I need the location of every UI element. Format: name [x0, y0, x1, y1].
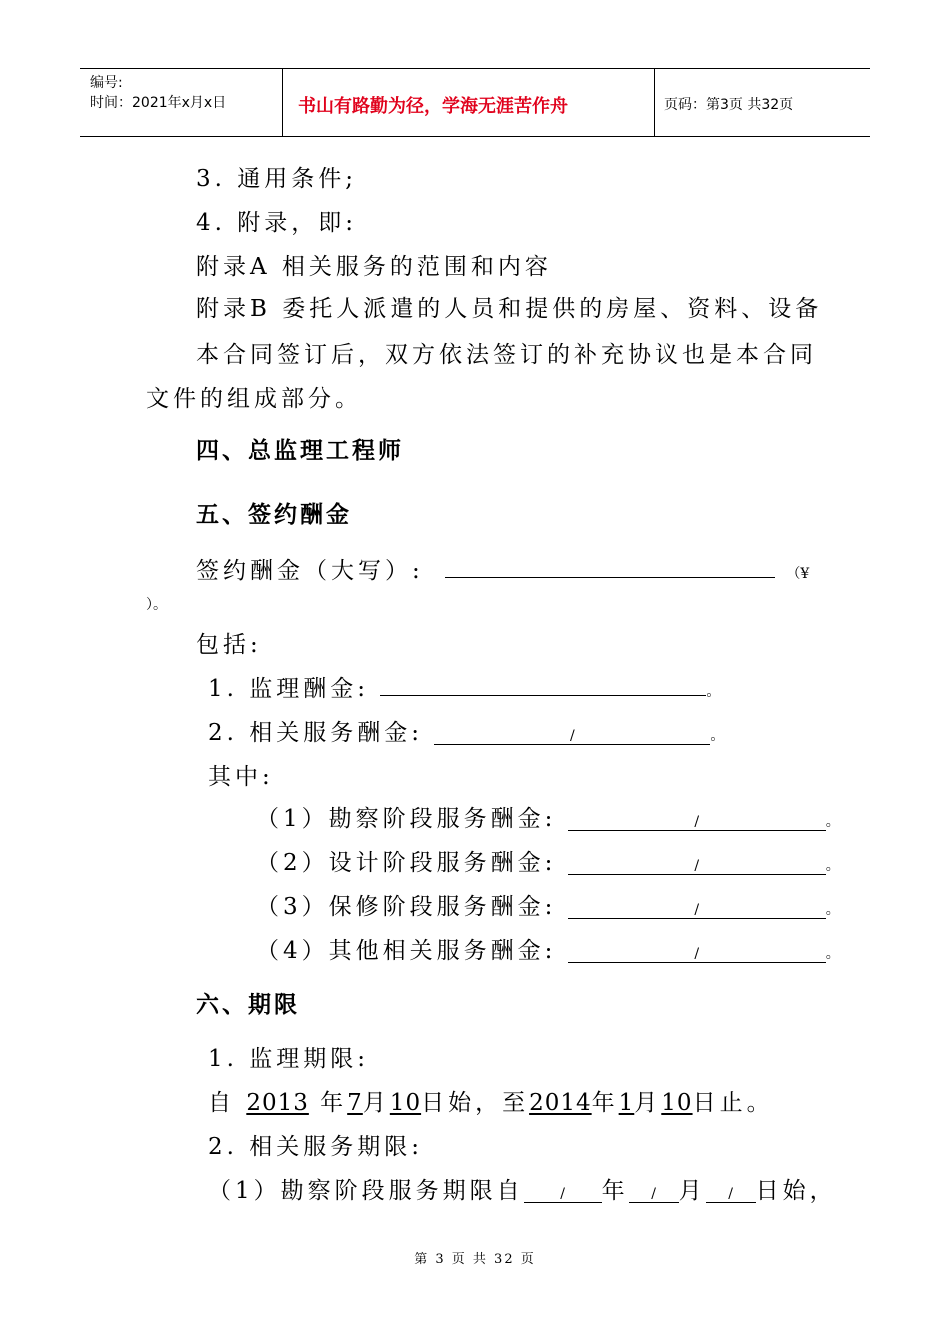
sub-fee-3-slash: / — [694, 902, 700, 918]
fee-total-label: 签约酬金（大写）: — [196, 558, 424, 584]
sub-fee-3-row — [256, 888, 840, 921]
sub-fee-4-period: 。 — [825, 946, 840, 962]
sub-fee-4-label: （4）其他相关服务酬金: — [256, 938, 557, 964]
time-label: 时间：2021年x月x日 — [90, 95, 227, 111]
header-page-info: 页码：第3页 共32页 — [664, 97, 794, 113]
includes-label: 包括: — [196, 632, 262, 658]
header-divider-left — [282, 68, 283, 136]
sub-fee-1-label: （1）勘察阶段服务酬金: — [256, 806, 557, 832]
sub-fee-1-row — [256, 800, 840, 833]
appendix-b: 附录B 委托人派遣的人员和提供的房屋、资料、设备 — [196, 296, 823, 322]
sub-fee-2-slash: / — [694, 858, 700, 874]
header-motto: 书山有路勤为径，学海无涯苦作舟 — [298, 96, 568, 117]
supplement-line-2: 文件的组成部分。 — [146, 386, 362, 412]
survey-year-blank — [524, 1178, 602, 1203]
fee-yen-open: （¥ — [786, 566, 810, 582]
survey-day-slash: / — [728, 1186, 733, 1202]
start-month-unit: 月 — [362, 1090, 390, 1116]
end-month: 1 — [618, 1090, 635, 1116]
heading-chief-engineer: 四、总监理工程师 — [196, 438, 404, 464]
sub-fee-4-row — [256, 932, 840, 965]
end-year: 2014 — [529, 1090, 592, 1116]
sub-fee-1-period: 。 — [825, 814, 840, 830]
term-from: 自 — [208, 1090, 235, 1116]
fee-2-slash: / — [569, 728, 575, 744]
start-day-text: 日始，至 — [421, 1090, 530, 1116]
fee-1-period: 。 — [706, 684, 721, 700]
fee-1-row — [208, 670, 720, 703]
survey-month-slash: / — [651, 1186, 656, 1202]
fee-total-row — [196, 552, 809, 585]
sub-fee-2-period: 。 — [825, 858, 840, 874]
fee-2-period: 。 — [710, 728, 725, 744]
fee-2-label: 2. 相关服务酬金: — [208, 720, 424, 746]
serial-label: 编号: — [90, 75, 123, 91]
header-top-rule — [80, 68, 870, 69]
start-year: 2013 — [246, 1090, 309, 1116]
sub-fee-2-label: （2）设计阶段服务酬金: — [256, 850, 557, 876]
sub-fee-4-blank — [568, 938, 826, 963]
fee-2-blank — [434, 720, 710, 745]
supervision-term-row — [208, 1084, 774, 1117]
survey-day-blank — [706, 1178, 756, 1203]
sub-fee-1-slash: / — [694, 814, 700, 830]
among-label: 其中: — [208, 764, 274, 790]
fee-yen-close: ）。 — [146, 597, 167, 613]
end-day: 10 — [661, 1090, 693, 1116]
survey-year-slash: / — [560, 1186, 565, 1202]
start-year-unit: 年 — [320, 1090, 348, 1116]
sub-fee-4-slash: / — [694, 946, 700, 962]
appendix-a: 附录A 相关服务的范围和内容 — [196, 254, 552, 280]
item-4: 4. 附录，即: — [196, 210, 358, 236]
survey-month-blank — [629, 1178, 679, 1203]
sub-fee-3-label: （3）保修阶段服务酬金: — [256, 894, 557, 920]
sub-fee-3-period: 。 — [825, 902, 840, 918]
survey-year-unit: 年 — [601, 1178, 629, 1204]
sub-fee-3-blank — [568, 894, 826, 919]
survey-day-text: 日始， — [755, 1178, 837, 1204]
header-bottom-rule — [80, 136, 870, 137]
start-month: 7 — [347, 1090, 363, 1116]
item-3: 3. 通用条件; — [196, 166, 358, 192]
heading-term: 六、期限 — [196, 992, 300, 1018]
survey-month-unit: 月 — [678, 1178, 706, 1204]
term-2-label: 2. 相关服务期限: — [208, 1134, 424, 1160]
survey-term-label: （1）勘察阶段服务期限自 — [208, 1178, 524, 1204]
fee-1-label: 1. 监理酬金: — [208, 676, 370, 702]
supplement-line-1: 本合同签订后，双方依法签订的补充协议也是本合同 — [196, 342, 817, 368]
term-1-label: 1. 监理期限: — [208, 1046, 370, 1072]
end-day-text: 日止。 — [692, 1090, 774, 1116]
fee-1-blank — [380, 671, 706, 696]
start-day: 10 — [389, 1090, 422, 1116]
sub-fee-2-row — [256, 844, 840, 877]
end-month-unit: 月 — [634, 1090, 662, 1116]
page-footer: 第 3 页 共 32 页 — [414, 1252, 536, 1267]
fee-2-row — [208, 714, 724, 747]
sub-fee-1-blank — [568, 806, 826, 831]
fee-total-blank — [445, 553, 775, 578]
heading-contract-fee: 五、签约酬金 — [196, 502, 352, 528]
end-year-unit: 年 — [591, 1090, 619, 1116]
header-divider-right — [654, 68, 655, 136]
sub-fee-2-blank — [568, 850, 826, 875]
survey-term-row — [208, 1172, 837, 1205]
